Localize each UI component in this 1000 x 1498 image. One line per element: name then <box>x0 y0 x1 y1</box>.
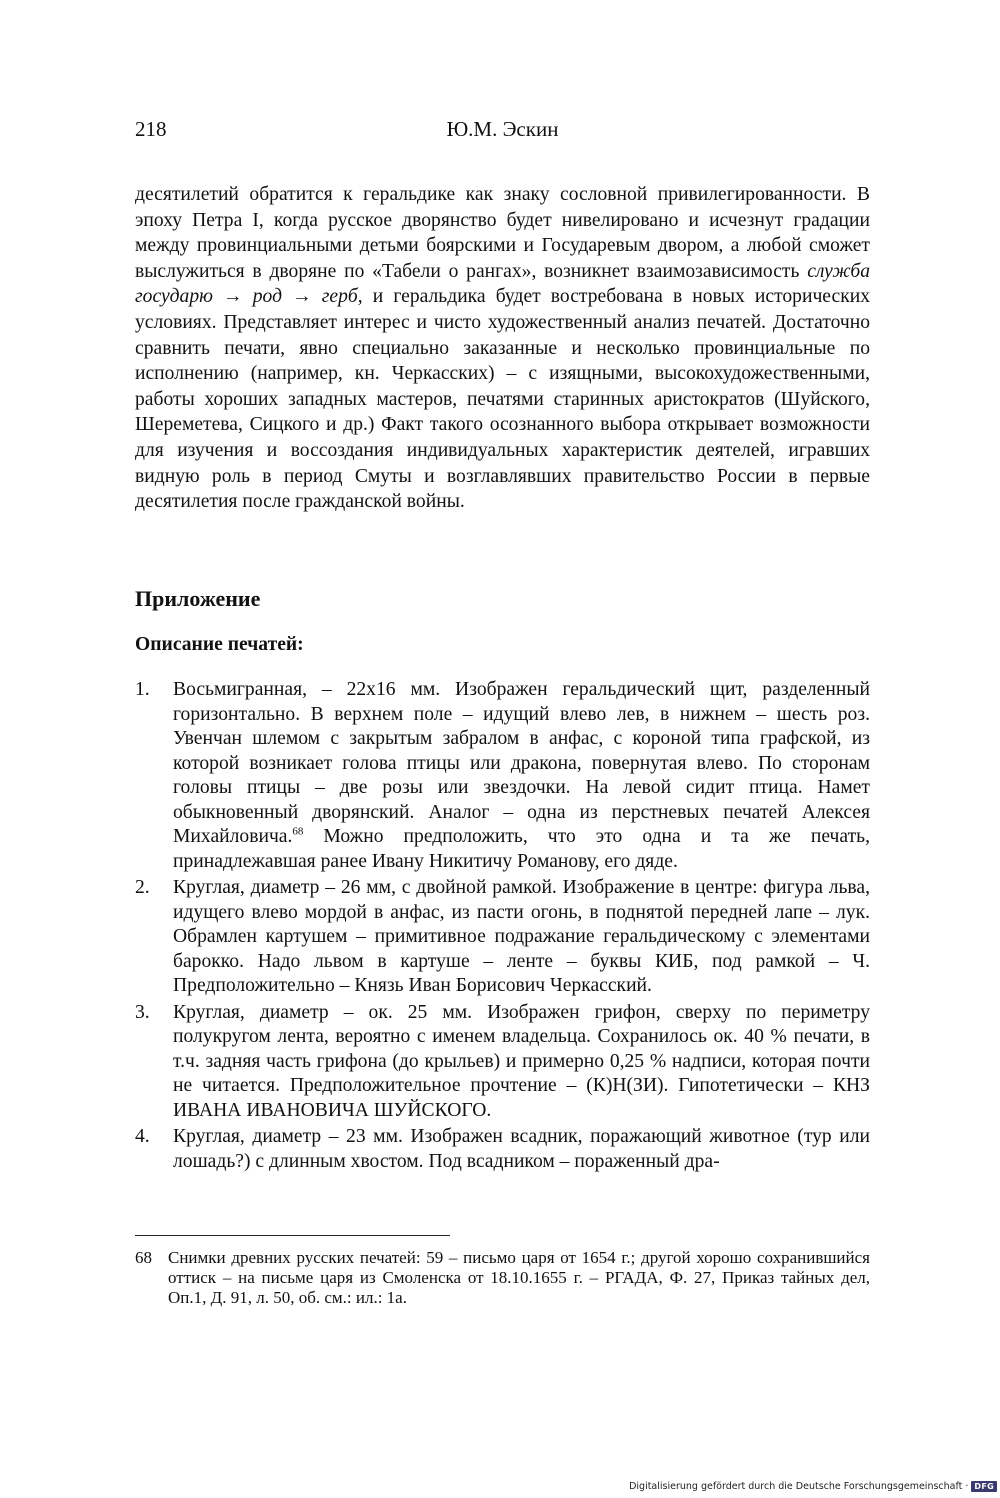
appendix-subtitle: Описание печатей: <box>135 634 304 655</box>
item-number: 1. <box>135 679 150 700</box>
item-text-continued: Можно предположить, что это одна и та же печать, принадлежавшая ранее Ивану Никитичу Романову, его дяде. <box>173 826 870 872</box>
item-text: Круглая, диаметр – 26 мм, с двойной рамкой. Изображение в центре: фигура льва, идущего влево мордой в анфас, из пасти огонь, в поднятой передней лапе – лук. Обрамлен картушем – примитивное подражание геральдическому с элементами барокко. Надо львом в картуше – ленте – буквы КИБ, под рамкой – Ч. Предположительно – Князь Иван Борисович Черкасский. <box>173 877 870 996</box>
footnote-text: Снимки древних русских печатей: 59 – письмо царя от 1654 г.; другой хорошо сохранившийся оттиск – на письме царя из Смоленска от 18.10.1655 г. – РГАДА, Ф. 27, Приказ тайных дел, Оп.1, Д. 91, л. 50, об. см.: ил.: 1а. <box>168 1248 870 1307</box>
footnote-number: 68 <box>135 1248 152 1267</box>
footnote-divider <box>135 1235 450 1236</box>
page-number: 218 <box>135 117 167 141</box>
item-text: Восьмигранная, – 22х16 мм. Изображен геральдический щит, разделенный горизонтально. В верхнем поле – идущий влево лев, в нижнем – шесть роз. Увенчан шлемом с закрытым забралом в анфас, с короной типа графской, из которой возникает голова птицы или дракона, повернутая влево. По сторонам головы птицы – две розы или звездочки. На левой сидит птица. Намет обыкновенный дворянский. Аналог – одна из перстневых печатей Алексея Михайловича. <box>173 679 870 847</box>
item-text: Круглая, диаметр – ок. 25 мм. Изображен грифон, сверху по периметру полукругом лента, вероятно с именем владельца. Сохранилось ок. 40 % печати, в т.ч. задняя часть грифона (до крыльев) и примерно 0,25 % надписи, которая почти не читается. Предположительное прочтение – (К)Н(ЗИ). Гипотетически – КНЗ ИВАНА ИВАНОВИЧА ШУЙСКОГО. <box>173 1001 870 1121</box>
footnote-ref[interactable]: 68 <box>292 825 304 838</box>
paragraph-text-start: десятилетий обратится к геральдике как знаку сословной привилегированности. В эпоху Петра I, когда русское дворянство будет нивелировано и исчезнут градации между провинциальными детьми боярскими и Государевым двором, а любой сможет выслужиться в дворяне по «Табели о рангах», возникнет взаимозависимость <box>135 184 870 282</box>
list-item <box>135 678 870 874</box>
footnote <box>135 1248 870 1308</box>
running-head <box>135 117 870 147</box>
list-item <box>135 1125 870 1174</box>
seal-description-list <box>135 678 870 1176</box>
credit-text: Digitalisierung gefördert durch die Deutsche Forschungsgemeinschaft · <box>629 1481 969 1492</box>
item-number: 4. <box>135 1126 150 1147</box>
paragraph-italic-formula: служба государю → род → герб, <box>135 260 870 308</box>
item-number: 2. <box>135 877 150 898</box>
paragraph-text-end: и геральдика будет востребована в новых исторических условиях. Представляет интерес и чисто художественный анализ печатей. Достаточно сравнить печати, явно специально заказанные и несколько провинциальные по исполнению (например, кн. Черкасских) – с изящными, высокохудожественными, работы хороших западных мастеров, печатями старинных аристократов (Шуйского, Шереметева, Сицкого и др.) Факт такого осознанного выбора открывает возможности для изучения и воссоздания индивидуальных характеристик деятелей, игравших видную роль в период Смуты и возглавлявших правительство России в первые десятилетия после гражданской войны. <box>135 286 870 513</box>
body-paragraph <box>135 182 870 515</box>
author-header: Ю.М. Эскин <box>446 117 559 141</box>
list-item <box>135 876 870 999</box>
list-item <box>135 1001 870 1124</box>
dfg-logo: DFG <box>971 1481 997 1492</box>
digitization-credit <box>629 1481 997 1492</box>
appendix-title: Приложение <box>135 586 261 611</box>
item-number: 3. <box>135 1001 150 1023</box>
item-text: Круглая, диаметр – 23 мм. Изображен всадник, поражающий животное (тур или лошадь?) с длинным хвостом. Под всадником – пораженный дра- <box>173 1126 870 1172</box>
